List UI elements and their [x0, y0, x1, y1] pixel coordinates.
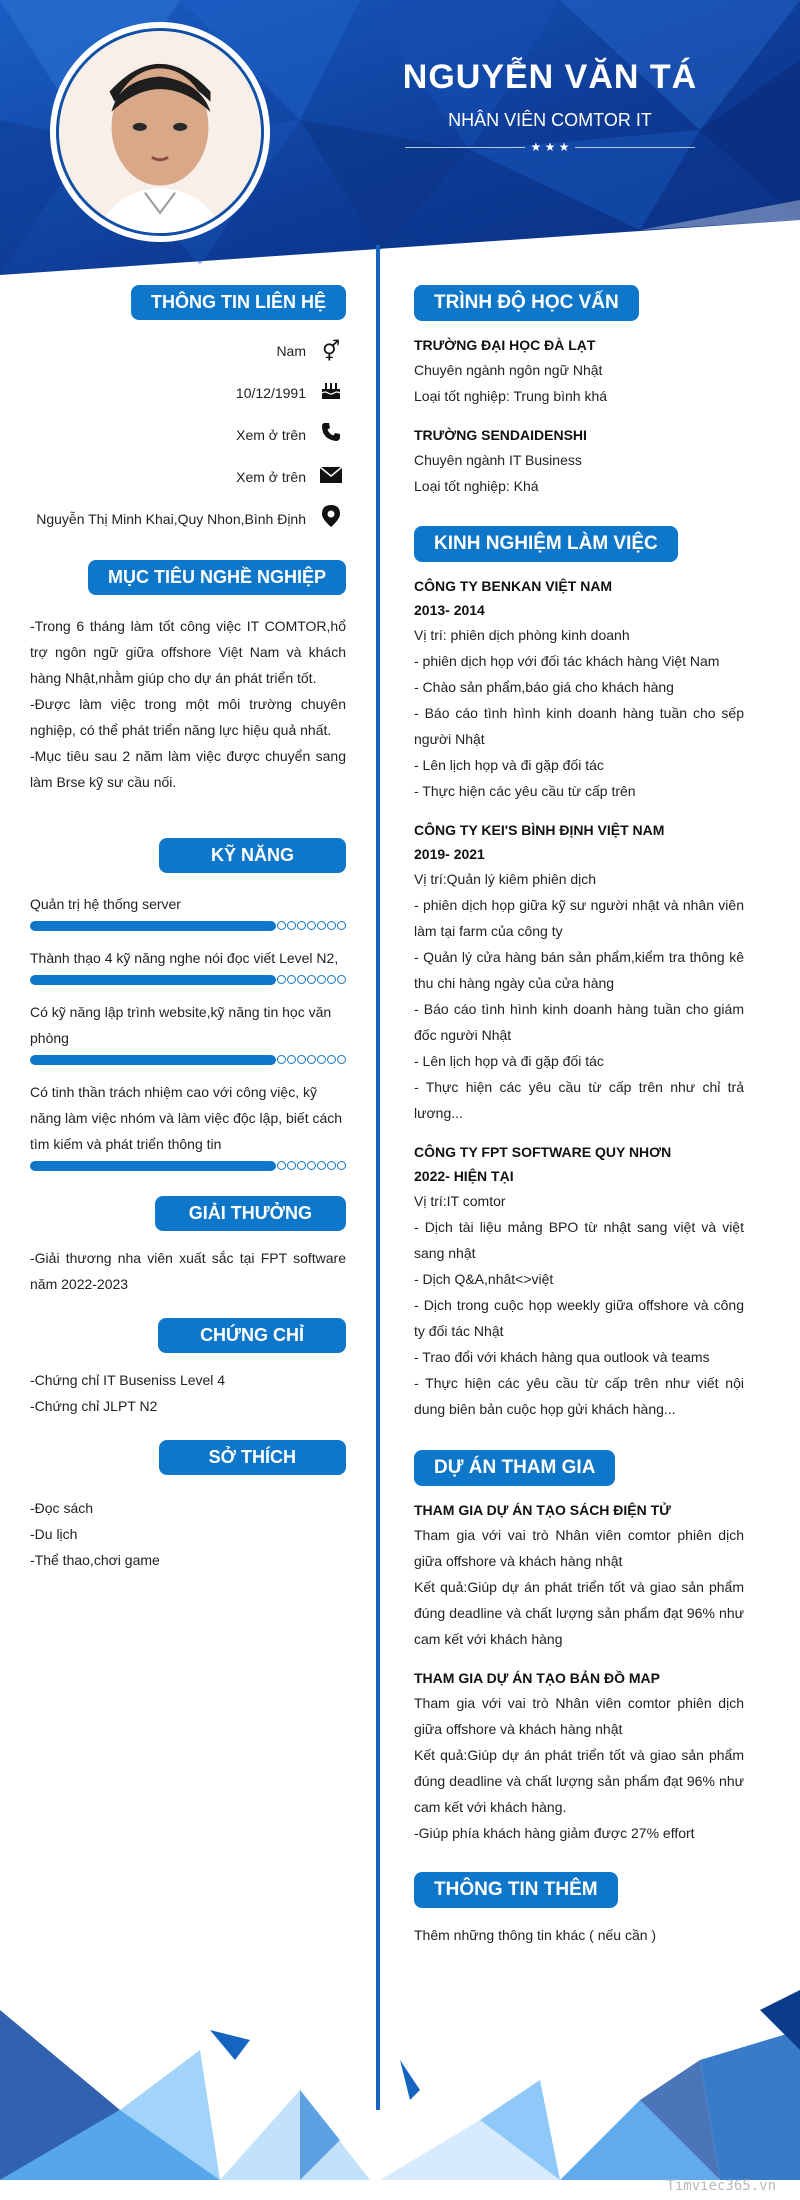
project-name: THAM GIA DỰ ÁN TẠO BẢN ĐỒ MAP	[414, 1670, 660, 1686]
skill-dot	[297, 1055, 306, 1064]
skill-dot	[327, 1055, 336, 1064]
skill-bar-dots	[277, 975, 346, 985]
skill-bar	[30, 921, 346, 931]
hobby-line: -Du lịch	[30, 1526, 78, 1542]
certificates-section	[30, 1318, 346, 1419]
certificate-line: -Chứng chỉ JLPT N2	[30, 1398, 158, 1414]
projects-heading: DỰ ÁN THAM GIA	[414, 1450, 615, 1486]
avatar	[56, 28, 264, 236]
hobbies-section	[30, 1440, 346, 1573]
awards-heading: GIẢI THƯỞNG	[155, 1196, 346, 1231]
project-line: Tham gia với vai trò Nhân viên comtor phiên dịch giữa offshore và khách hàng nhật	[414, 1695, 744, 1737]
candidate-job-title: NHÂN VIÊN COMTOR IT	[448, 110, 652, 130]
contact-email	[30, 456, 346, 498]
skills-section	[30, 838, 346, 1185]
award-line: -Giải thương nha viên xuất sắc tại FPT software năm 2022-2023	[30, 1250, 346, 1292]
skill-dot	[287, 921, 296, 930]
portrait-image	[59, 31, 261, 233]
ornament-line	[405, 147, 525, 148]
contact-phone-text: Xem ở trên	[236, 427, 306, 443]
skill-dot	[317, 1055, 326, 1064]
skill-item	[30, 945, 346, 985]
skill-dot	[337, 975, 346, 984]
contact-phone	[30, 414, 346, 456]
contact-address	[30, 498, 346, 540]
objective-line: -Được làm việc trong một môi trường chuyên nghiệp, có thể phát triển năng lực hiệu quả nhất.	[30, 696, 346, 738]
experience-line: - Thực hiện các yêu cầu từ cấp trên như viết nội dung biên bản cuộc họp gửi khách hàng...	[414, 1375, 744, 1417]
contact-birthday-text: 10/12/1991	[235, 385, 306, 401]
education-section	[414, 285, 744, 499]
skill-dot	[337, 1161, 346, 1170]
contact-section	[30, 285, 346, 540]
experience-line: - Lên lịch họp và đi gặp đối tác	[414, 757, 604, 773]
experience-line: Vị trí:IT comtor	[414, 1193, 506, 1209]
experience-company: CÔNG TY KEI'S BÌNH ĐỊNH VIỆT NAM	[414, 822, 665, 838]
hobby-line: -Đọc sách	[30, 1500, 94, 1516]
contact-address-text: Nguyễn Thị Minh Khai,Quy Nhon,Bình Định	[36, 511, 306, 527]
skill-bar-fill	[30, 1055, 276, 1065]
experience-line: - phiên dịch họp giữa kỹ sư người nhật và nhân viên làm tại farm của công ty	[414, 897, 744, 939]
experience-line: - Dịch trong cuộc họp weekly giữa offshore và công ty đối tác Nhật	[414, 1297, 744, 1339]
experience-period: 2022- HIỆN TẠI	[414, 1168, 514, 1184]
skill-dot	[307, 975, 316, 984]
skill-dot	[287, 1161, 296, 1170]
objective-line: -Trong 6 tháng làm tốt công việc IT COMTOR,hổ trợ ngôn ngữ giữa offshore Việt Nam và khách hàng Nhật,nhằm giúp cho dự án phát triển tốt.	[30, 618, 346, 686]
project-line: Kết quả:Giúp dự án phát triển tốt và giao sản phẩm đúng deadline và chất lượng sản phẩm đạt 96% như cam kết với khách hàng	[414, 1579, 744, 1647]
skill-dot	[297, 1161, 306, 1170]
education-grade: Loại tốt nghiệp: Khá	[414, 478, 539, 494]
education-school: TRƯỜNG ĐẠI HỌC ĐÀ LẠT	[414, 337, 596, 353]
experience-section	[414, 526, 744, 1422]
education-major: Chuyên ngành ngôn ngữ Nhật	[414, 362, 603, 378]
skill-dot	[337, 921, 346, 930]
skills-heading: KỸ NĂNG	[159, 838, 346, 873]
skill-label: Thành thạo 4 kỹ năng nghe nói đọc viết Level N2,	[30, 950, 339, 966]
skill-dot	[337, 1055, 346, 1064]
experience-period: 2013- 2014	[414, 602, 485, 618]
awards-section	[30, 1196, 346, 1297]
skill-item	[30, 891, 346, 931]
skill-item	[30, 999, 346, 1065]
experience-line: - Thực hiện các yêu cầu từ cấp trên như chỉ trả lương...	[414, 1079, 744, 1121]
objective-heading: MỤC TIÊU NGHỀ NGHIỆP	[88, 560, 346, 595]
skill-dot	[327, 975, 336, 984]
location-pin-icon	[316, 505, 346, 533]
contact-gender	[30, 330, 346, 372]
skill-dot	[287, 975, 296, 984]
experience-line: - Quản lý cửa hàng bán sản phẩm,kiểm tra thông kê thu chi hàng ngày của cửa hàng	[414, 949, 744, 991]
education-school: TRƯỜNG SENDAIDENSHI	[414, 427, 587, 443]
skill-dot	[327, 921, 336, 930]
objective-section	[30, 560, 346, 795]
skill-bar-dots	[277, 921, 346, 931]
skill-bar-fill	[30, 975, 276, 985]
skill-dot	[307, 1055, 316, 1064]
skill-dot	[317, 975, 326, 984]
birthday-cake-icon	[316, 380, 346, 406]
stars-icon: ★ ★ ★	[530, 140, 570, 154]
skill-label: Quản trị hệ thống server	[30, 896, 181, 912]
column-divider	[376, 245, 380, 2110]
experience-line: - Lên lịch họp và đi gặp đối tác	[414, 1053, 604, 1069]
education-grade: Loại tốt nghiệp: Trung bình khá	[414, 388, 608, 404]
skill-item	[30, 1079, 346, 1171]
experience-line: - Dịch Q&A,nhât<>việt	[414, 1271, 554, 1287]
experience-company: CÔNG TY FPT SOFTWARE QUY NHƠN	[414, 1144, 672, 1160]
experience-line: - Báo cáo tình hình kinh doanh hàng tuần cho sếp người Nhật	[414, 705, 744, 747]
skill-bar-fill	[30, 921, 276, 931]
skill-bar-dots	[277, 1161, 346, 1171]
skill-bar	[30, 975, 346, 985]
skill-bar-dots	[277, 1055, 346, 1065]
header-ornament	[380, 140, 720, 154]
watermark-text: Timviec365.vn	[666, 2178, 776, 2194]
skill-dot	[287, 1055, 296, 1064]
project-name: THAM GIA DỰ ÁN TẠO SÁCH ĐIỆN TỬ	[414, 1502, 671, 1518]
skill-dot	[277, 1055, 286, 1064]
skill-bar	[30, 1055, 346, 1065]
gender-icon: ⚥	[321, 340, 341, 363]
avatar-frame	[50, 22, 270, 242]
email-icon	[316, 466, 346, 489]
skill-dot	[297, 921, 306, 930]
skill-dot	[327, 1161, 336, 1170]
skill-dot	[317, 921, 326, 930]
project-line: Kết quả:Giúp dự án phát triển tốt và giao sản phẩm đúng deadline và chất lượng sản phẩm đạt 96% như cam kết với khách hàng.	[414, 1747, 744, 1815]
skill-bar	[30, 1161, 346, 1171]
contact-birthday	[30, 372, 346, 414]
objective-line: -Mục tiêu sau 2 năm làm việc được chuyển sang làm Brse kỹ sư cầu nối.	[30, 748, 346, 790]
education-major: Chuyên ngành IT Business	[414, 452, 582, 468]
project-line: Tham gia với vai trò Nhân viên comtor phiên dịch giữa offshore và khách hàng nhật	[414, 1527, 744, 1569]
skill-label: Có kỹ năng lập trình website,kỹ năng tin học văn phòng	[30, 1004, 332, 1046]
projects-section	[414, 1450, 744, 1846]
skill-dot	[277, 1161, 286, 1170]
experience-period: 2019- 2021	[414, 846, 485, 862]
extra-info-heading: THÔNG TIN THÊM	[414, 1872, 618, 1908]
contact-heading: THÔNG TIN LIÊN HỆ	[131, 285, 346, 320]
hobbies-heading: SỞ THÍCH	[159, 1440, 346, 1475]
skill-dot	[307, 921, 316, 930]
education-heading: TRÌNH ĐỘ HỌC VẤN	[414, 285, 639, 321]
experience-line: Vị trí: phiên dịch phòng kinh doanh	[414, 627, 630, 643]
project-line: -Giúp phía khách hàng giảm được 27% effort	[414, 1825, 695, 1841]
skill-dot	[277, 975, 286, 984]
skill-dot	[307, 1161, 316, 1170]
extra-info-text: Thêm những thông tin khác ( nếu cần )	[414, 1927, 657, 1943]
experience-line: - Dịch tài liệu mảng BPO từ nhật sang việt và việt sang nhật	[414, 1219, 744, 1261]
hobby-line: -Thể thao,chơi game	[30, 1552, 160, 1568]
contact-gender-text: Nam	[276, 343, 306, 359]
phone-icon	[316, 422, 346, 448]
ornament-line	[575, 147, 695, 148]
skill-dot	[297, 975, 306, 984]
experience-line: - Chào sản phẩm,báo giá cho khách hàng	[414, 679, 674, 695]
experience-line: - Thực hiện các yêu cầu từ cấp trên	[414, 783, 636, 799]
experience-line: Vị trí:Quản lý kiêm phiên dịch	[414, 871, 597, 887]
experience-line: - Báo cáo tình hình kinh doanh hàng tuần cho giám đốc người Nhật	[414, 1001, 744, 1043]
skill-label: Có tinh thần trách nhiệm cao với công việc, kỹ năng làm việc nhóm và làm việc độc lập, biết cách tìm kiếm và phát triển thông tin	[30, 1084, 343, 1152]
experience-company: CÔNG TY BENKAN VIỆT NAM	[414, 578, 613, 594]
certificate-line: -Chứng chỉ IT Buseniss Level 4	[30, 1372, 226, 1388]
experience-heading: KINH NGHIỆM LÀM VIỆC	[414, 526, 678, 562]
candidate-name: NGUYỄN VĂN TÁ	[402, 58, 698, 96]
experience-line: - Trao đổi với khách hàng qua outlook và teams	[414, 1349, 710, 1365]
skill-dot	[277, 921, 286, 930]
contact-email-text: Xem ở trên	[236, 469, 306, 485]
extra-info-section	[414, 1872, 744, 1948]
certificates-heading: CHỨNG CHỈ	[158, 1318, 346, 1353]
skills-list	[30, 891, 346, 1171]
skill-dot	[317, 1161, 326, 1170]
skill-bar-fill	[30, 1161, 276, 1171]
footer-background	[0, 1990, 800, 2180]
experience-line: - phiên dịch họp với đối tác khách hàng Việt Nam	[414, 653, 720, 669]
